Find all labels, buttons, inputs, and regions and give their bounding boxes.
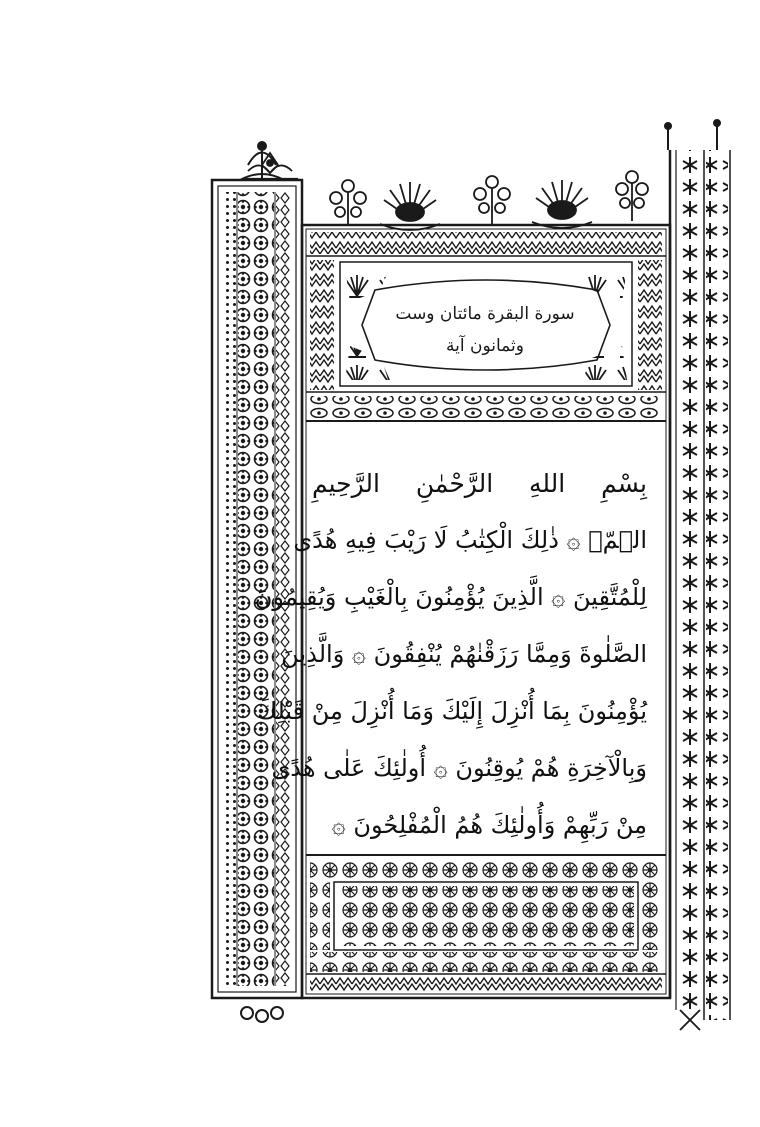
verse-line-3: الصَّلٰوةَ وَمِمَّا رَزَقْنٰهُمْ يُنْفِقُونَ ۞ وَالَّذِينَ (281, 640, 647, 668)
verse-line-1: الۤمّۤ ۞ ذٰلِكَ الْكِتٰبُ لَا رَيْبَ فِيهِ هُدًى (293, 526, 647, 554)
surah-heading (345, 298, 625, 362)
verse-line-6: مِنْ رَبِّهِمْ وَأُولٰئِكَ هُمُ الْمُفْلِحُونَ ۞ (331, 811, 647, 839)
verse-line-4: يُؤْمِنُونَ بِمَا أُنْزِلَ إِلَيْكَ وَمَا أُنْزِلَ مِنْ قَبْلِكَ (257, 697, 647, 725)
verse-line-2: لِلْمُتَّقِينَ ۞ الَّذِينَ يُؤْمِنُونَ بِالْغَيْبِ وَيُقِيمُونَ (254, 583, 647, 611)
surah-heading-line-2: وثمانون آية (446, 336, 524, 356)
surah-heading-line-1: سورة البقرة مائتان وست (395, 304, 575, 324)
basmala-line: بِسْمِ اللهِ الرَّحْمٰنِ الرَّحِيمِ (312, 469, 647, 498)
verse-line-5: وَبِالْآخِرَةِ هُمْ يُوقِنُونَ ۞ أُولٰئِكَ عَلٰى هُدًى (271, 754, 647, 782)
verse-text-block (254, 455, 647, 854)
